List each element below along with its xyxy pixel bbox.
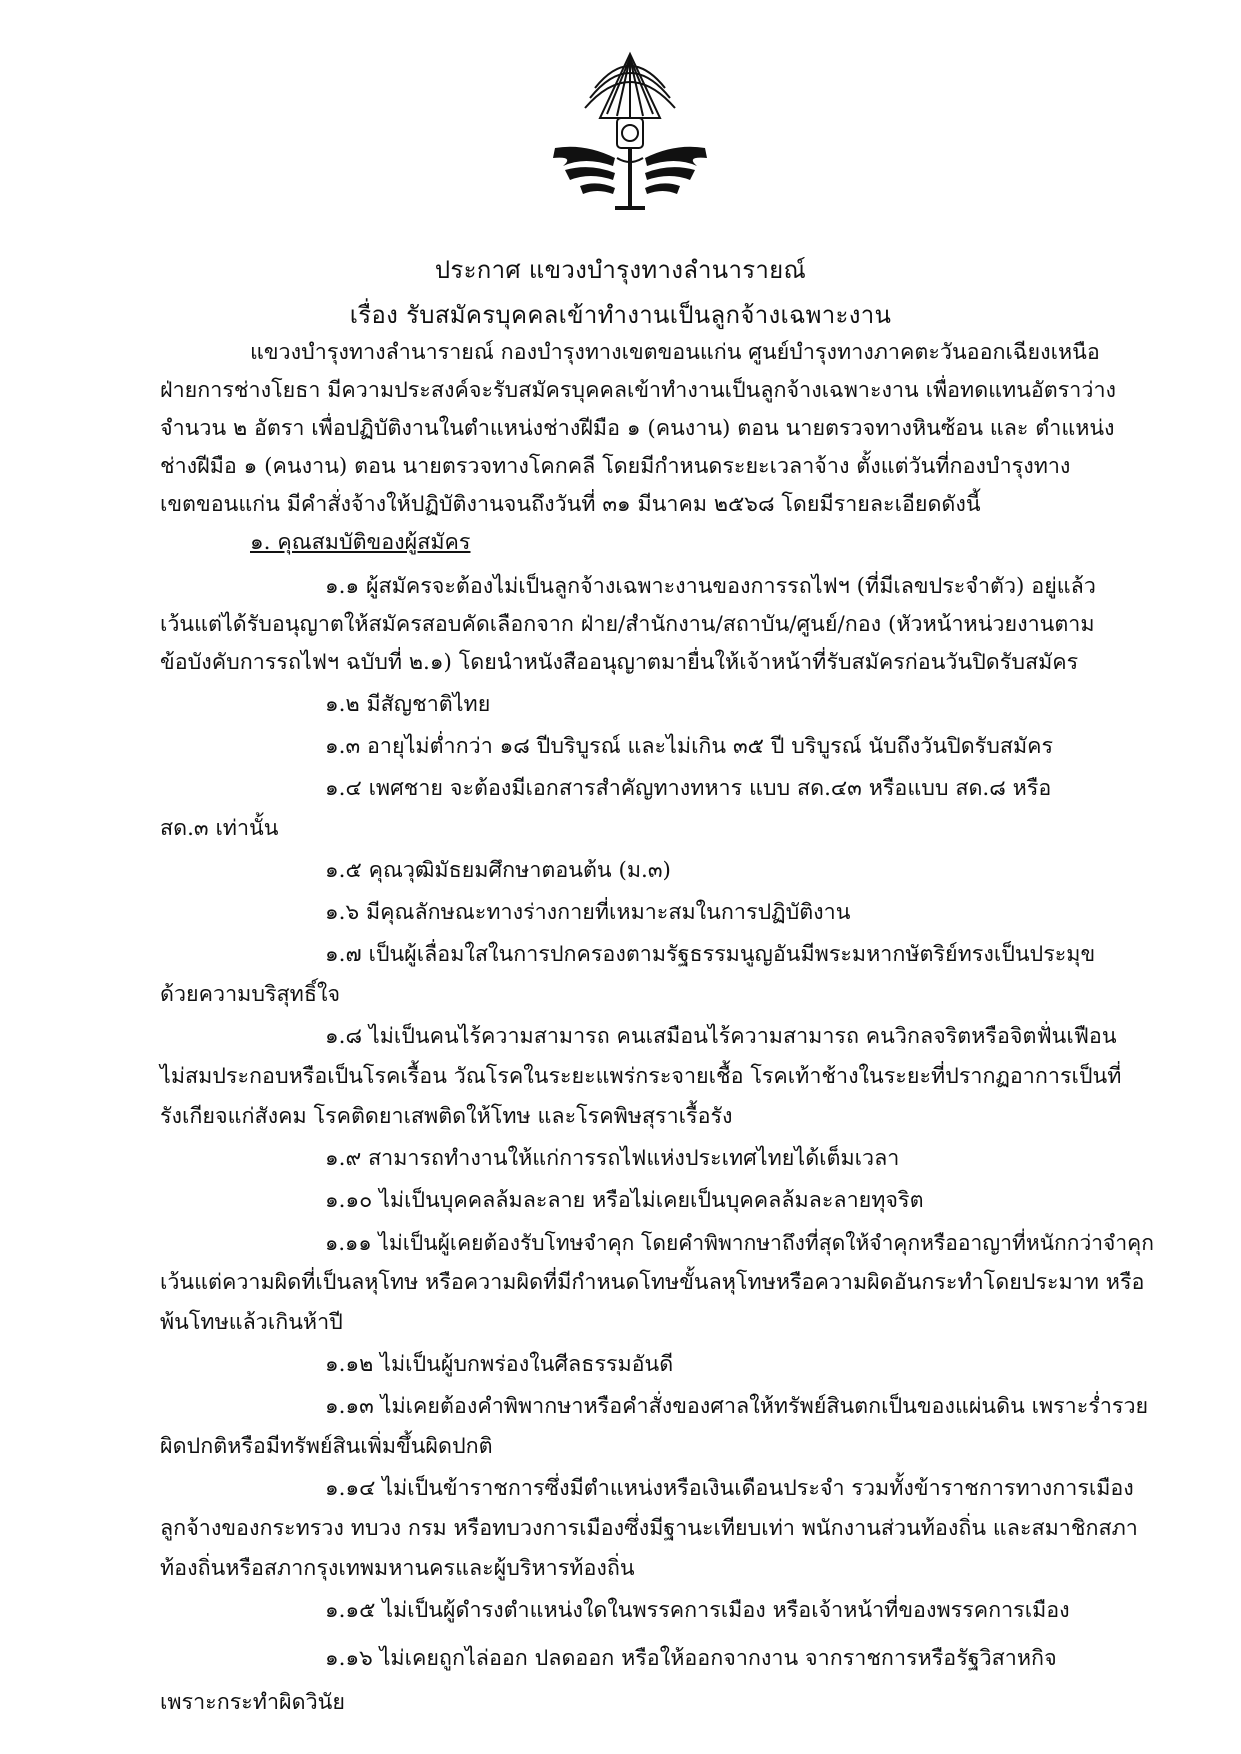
qualification-line: พ้นโทษแล้วเกินห้าปี bbox=[160, 1310, 343, 1335]
qualification-line: ๑.๕ คุณวุฒิมัธยมศึกษาตอนต้น (ม.๓) bbox=[325, 858, 671, 883]
state-railway-emblem-icon bbox=[545, 48, 715, 223]
qualification-line: ๑.๘ ไม่เป็นคนไร้ความสามารถ คนเสมือนไร้ความสามารถ คนวิกลจริตหรือจิตฟั่นเฟือน bbox=[325, 1024, 1117, 1049]
qualification-line: รังเกียจแก่สังคม โรคติดยาเสพติดให้โทษ และโรคพิษสุราเรื้อรัง bbox=[160, 1104, 733, 1129]
qualification-line: ลูกจ้างของกระทรวง ทบวง กรม หรือทบวงการเมืองซึ่งมีฐานะเทียบเท่า พนักงานส่วนท้องถิ่น และสมาชิกสภา bbox=[160, 1516, 1138, 1541]
qualification-line: ๑.๓ อายุไม่ต่ำกว่า ๑๘ ปีบริบูรณ์ และไม่เกิน ๓๕ ปี บริบูรณ์ นับถึงวันปิดรับสมัคร bbox=[325, 734, 1054, 759]
qualification-line: ๑.๙ สามารถทำงานให้แก่การรถไฟแห่งประเทศไทยได้เต็มเวลา bbox=[325, 1146, 900, 1171]
qualification-line: ๑.๑๒ ไม่เป็นผู้บกพร่องในศีลธรรมอันดี bbox=[325, 1352, 674, 1377]
qualification-line: ๑.๑๖ ไม่เคยถูกไล่ออก ปลดออก หรือให้ออกจากงาน จากราชการหรือรัฐวิสาหกิจ bbox=[325, 1646, 1057, 1671]
intro-line: ฝ่ายการช่างโยธา มีความประสงค์จะรับสมัครบุคคลเข้าทำงานเป็นลูกจ้างเฉพาะงาน เพื่อทดแทนอัตราว่าง bbox=[160, 378, 1117, 403]
intro-line: เขตขอนแก่น มีคำสั่งจ้างให้ปฏิบัติงานจนถึงวันที่ ๓๑ มีนาคม ๒๕๖๘ โดยมีรายละเอียดดังนี้ bbox=[160, 492, 981, 517]
qualification-line: ๑.๑๐ ไม่เป็นบุคคลล้มละลาย หรือไม่เคยเป็นบุคคลล้มละลายทุจริต bbox=[325, 1188, 924, 1213]
qualification-line: สด.๓ เท่านั้น bbox=[160, 816, 279, 841]
qualification-line: เพราะกระทำผิดวินัย bbox=[160, 1690, 345, 1715]
qualification-line: ๑.๔ เพศชาย จะต้องมีเอกสารสำคัญทางทหาร แบบ สด.๔๓ หรือแบบ สด.๘ หรือ bbox=[325, 776, 1052, 801]
qualification-line: เว้นแต่ได้รับอนุญาตให้สมัครสอบคัดเลือกจาก ฝ่าย/สำนักงาน/สถาบัน/ศูนย์/กอง (หัวหน้าหน่วยงานตาม bbox=[160, 612, 1095, 637]
qualification-line: ๑.๑๑ ไม่เป็นผู้เคยต้องรับโทษจำคุก โดยคำพิพากษาถึงที่สุดให้จำคุกหรืออาญาที่หนักกว่าจำคุก bbox=[325, 1231, 1154, 1255]
qualification-line: ด้วยความบริสุทธิ์ใจ bbox=[160, 982, 341, 1007]
qualification-line: ๑.๑๕ ไม่เป็นผู้ดำรงตำแหน่งใดในพรรคการเมือง หรือเจ้าหน้าที่ของพรรคการเมือง bbox=[325, 1598, 1070, 1623]
intro-line: แขวงบำรุงทางลำนารายณ์ กองบำรุงทางเขตขอนแก่น ศูนย์บำรุงทางภาคตะวันออกเฉียงเหนือ bbox=[250, 340, 1100, 365]
announcement-title: ประกาศ แขวงบำรุงทางลำนารายณ์ bbox=[434, 256, 807, 284]
qualification-line: ๑.๑๔ ไม่เป็นข้าราชการซึ่งมีตำแหน่งหรือเงินเดือนประจำ รวมทั้งข้าราชการทางการเมือง bbox=[325, 1476, 1134, 1501]
qualification-line: เว้นแต่ความผิดที่เป็นลหุโทษ หรือความผิดที่มีกำหนดโทษขั้นลหุโทษหรือความผิดอันกระทำโดยประมาท หรือ bbox=[160, 1270, 1145, 1295]
qualification-line: ผิดปกติหรือมีทรัพย์สินเพิ่มขึ้นผิดปกติ bbox=[160, 1434, 493, 1459]
qualification-line: ข้อบังคับการรถไฟฯ ฉบับที่ ๒.๑) โดยนำหนังสืออนุญาตมายื่นให้เจ้าหน้าที่รับสมัครก่อนวันปิดรับสมัคร bbox=[160, 650, 1079, 675]
announcement-subject: เรื่อง รับสมัครบุคคลเข้าทำงานเป็นลูกจ้างเฉพาะงาน bbox=[349, 301, 892, 329]
intro-line: จำนวน ๒ อัตรา เพื่อปฏิบัติงานในตำแหน่งช่างฝีมือ ๑ (คนงาน) ตอน นายตรวจทางหินซ้อน และ ตำแหน่ง bbox=[160, 416, 1115, 441]
intro-line: ช่างฝีมือ ๑ (คนงาน) ตอน นายตรวจทางโคกคลี โดยมีกำหนดระยะเวลาจ้าง ตั้งแต่วันที่กองบำรุงทาง bbox=[160, 454, 1071, 479]
qualification-line: ๑.๗ เป็นผู้เลื่อมใสในการปกครองตามรัฐธรรมนูญอันมีพระมหากษัตริย์ทรงเป็นประมุข bbox=[325, 942, 1096, 967]
qualification-line: ไม่สมประกอบหรือเป็นโรคเรื้อน วัณโรคในระยะแพร่กระจายเชื้อ โรคเท้าช้างในระยะที่ปรากฏอาการเป็นที่ bbox=[160, 1064, 1122, 1089]
qualification-line: ท้องถิ่นหรือสภากรุงเทพมหานครและผู้บริหารท้องถิ่น bbox=[160, 1556, 635, 1581]
section-heading: ๑. คุณสมบัติของผู้สมัคร bbox=[250, 530, 471, 555]
qualification-line: ๑.๖ มีคุณลักษณะทางร่างกายที่เหมาะสมในการปฏิบัติงาน bbox=[325, 900, 851, 925]
qualification-line: ๑.๒ มีสัญชาติไทย bbox=[325, 692, 491, 717]
qualification-line: ๑.๑ ผู้สมัครจะต้องไม่เป็นลูกจ้างเฉพาะงานของการรถไฟฯ (ที่มีเลขประจำตัว) อยู่แล้ว bbox=[325, 574, 1096, 599]
qualification-line: ๑.๑๓ ไม่เคยต้องคำพิพากษาหรือคำสั่งของศาลให้ทรัพย์สินตกเป็นของแผ่นดิน เพราะร่ำรวย bbox=[325, 1394, 1149, 1419]
